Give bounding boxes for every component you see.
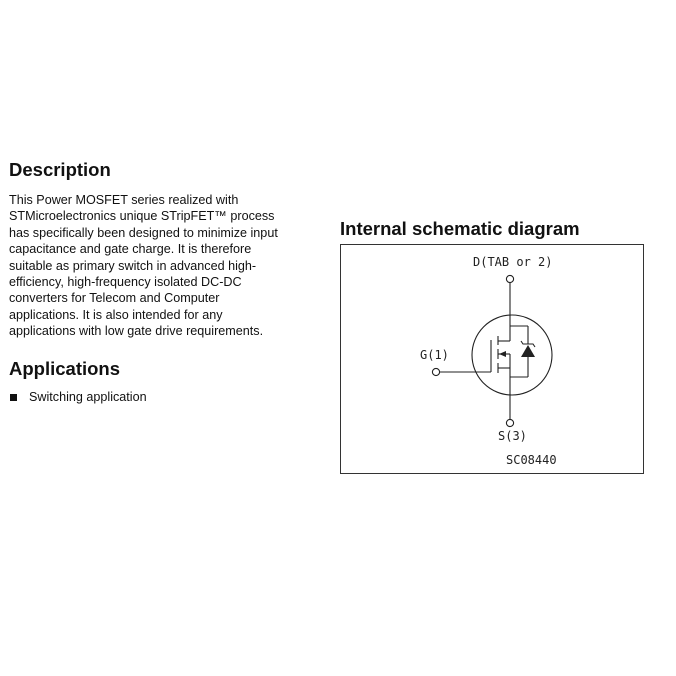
- description-line: converters for Telecom and Computer: [9, 291, 220, 306]
- application-item-label: Switching application: [29, 390, 147, 404]
- diode-triangle-icon: [521, 345, 535, 357]
- description-line: suitable as primary switch in advanced high-: [9, 258, 257, 273]
- drain-label: D(TAB or 2): [473, 255, 553, 269]
- description-line: applications with low gate drive requirements.: [9, 324, 264, 339]
- description-line: STMicroelectronics unique STripFET™ process: [9, 209, 275, 224]
- transistor-body-circle: [472, 315, 552, 395]
- applications-list-item: [9, 390, 147, 404]
- gate-terminal: [432, 368, 439, 375]
- schematic-diagram-frame: [340, 244, 644, 474]
- channel-arrow-icon: [499, 351, 506, 357]
- source-terminal: [506, 419, 513, 426]
- source-label: S(3): [498, 429, 527, 443]
- description-paragraph: [9, 192, 309, 340]
- mosfet-schematic: [341, 245, 645, 475]
- gate-label: G(1): [420, 348, 449, 362]
- drain-terminal: [506, 275, 513, 282]
- diagram-code-label: SC08440: [506, 453, 557, 467]
- description-line: capacitance and gate charge. It is therefore: [9, 242, 252, 257]
- schematic-heading: Internal schematic diagram: [340, 218, 580, 239]
- square-bullet-icon: [10, 394, 17, 401]
- description-line: efficiency, high-frequency isolated DC-DC: [9, 275, 242, 290]
- description-line: This Power MOSFET series realized with: [9, 193, 239, 207]
- description-line: has specifically been designed to minimize input: [9, 225, 278, 240]
- description-heading: Description: [9, 159, 111, 180]
- description-line: applications. It is also intended for any: [9, 307, 223, 322]
- applications-heading: Applications: [9, 358, 121, 379]
